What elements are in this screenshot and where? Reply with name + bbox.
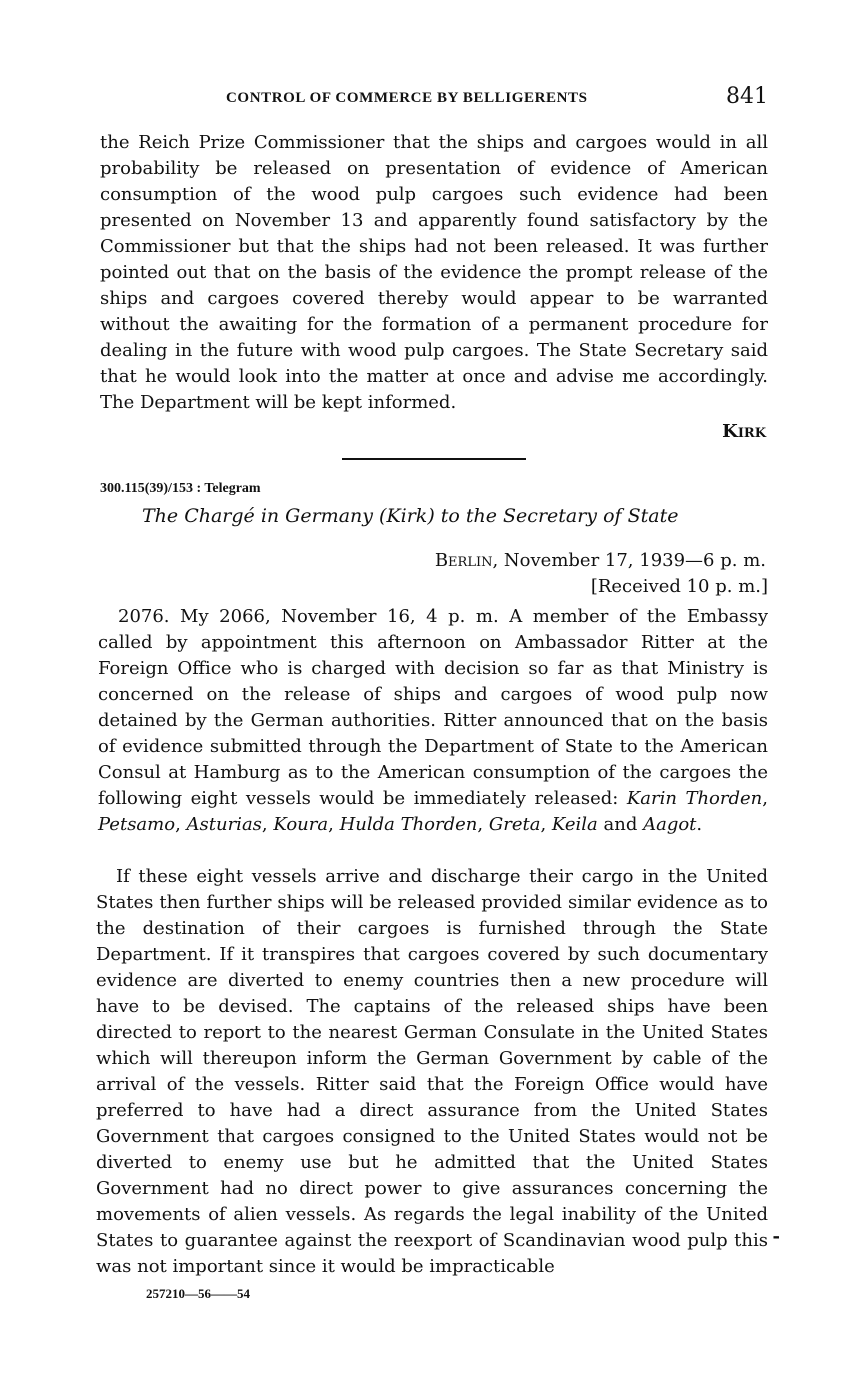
document-title: The Chargé in Germany (Kirk) to the Secretary of State [142,505,679,527]
page-number: 841 [726,84,768,109]
period: . [696,814,703,835]
paragraph-vessels: If these eight vessels arrive and discharge their cargo in the United States then further ships will be released provided similar evidence as to the destination of their cargoes is furnished through the State Department. If it transpires that cargoes covered by such documentary evidence are diverted to enemy countries then a new procedure will have to be devised. The captains of the released ships have been directed to report to the nearest German Consulate in the United States which will thereupon inform the German Government by cable of the arrival of the vessels. Ritter said that the Foreign Office would have preferred to have had a direct assurance from the United States Government that cargoes consigned to the United States would not be diverted to enemy use but he admitted that the United States Government had no direct power to give assurances concerning the movements of alien vessels. As regards the legal inability of the United States to guarantee against the reexport of Scandinavian wood pulp this was not important since it would be impracticable [96,866,768,1277]
paragraph-continuation: the Reich Prize Commissioner that the ships and cargoes would in all probability be released on presentation of evidence of American consumption of the wood pulp cargoes such evidence had been presented on November 13 and apparently found satisfactory by the Commissioner but that the ships had not been released. It was further pointed out that on the basis of the evidence the prompt release of the ships and cargoes covered thereby would appear to be warranted without the awaiting for the formation of a permanent procedure for dealing in the future with wood pulp cargoes. The State Secretary said that he would look into the matter at once and advise me accordingly. The Department will be kept informed. [100,132,768,413]
ship-name: Hulda Thorden [339,814,478,835]
file-reference: 300.115(39)/153 : Telegram [100,481,261,496]
separator: , [477,814,489,835]
paragraph-telegram-text: 2076. My 2066, November 16, 4 p. m. A member of the Embassy called by appointment this afternoon on Ambassador Ritter at the Foreign Office who is charged with decision so far as that Ministry is concerned on the release of ships and cargoes of wood pulp now detained by the German authorities. Ritter announced that on the basis of evidence submitted through the Department of State to the American Consul at Hamburg as to the American consumption of the cargoes the following eight vessels would be immediately released: [98,606,768,809]
ship-name: Petsamo [98,814,176,835]
separator: , [762,788,768,809]
ship-name: Karin Thorden [626,788,763,809]
separator: , [261,814,274,835]
paragraph-telegram [98,604,768,838]
dateline-date: , November 17, 1939—6 p. m. [492,550,766,571]
separator: , [328,814,340,835]
dateline [435,550,766,571]
dateline-place: Berlin [434,550,493,571]
conjunction: and [597,814,644,835]
running-header: CONTROL OF COMMERCE BY BELLIGERENTS [226,90,588,106]
separator: , [175,814,187,835]
ship-name: Greta [488,814,541,835]
ship-name: Keila [551,814,598,835]
separator: , [540,814,552,835]
printer-code: 257210—56——54 [146,1286,250,1301]
margin-mark: - [772,1226,780,1247]
ship-name: Koura [273,814,329,835]
ship-name: Asturias [186,814,262,835]
section-divider [342,458,526,460]
ship-name: Aagot [643,814,697,835]
received-note: [Received 10 p. m.] [590,576,768,597]
signature: Kirk [722,421,766,442]
